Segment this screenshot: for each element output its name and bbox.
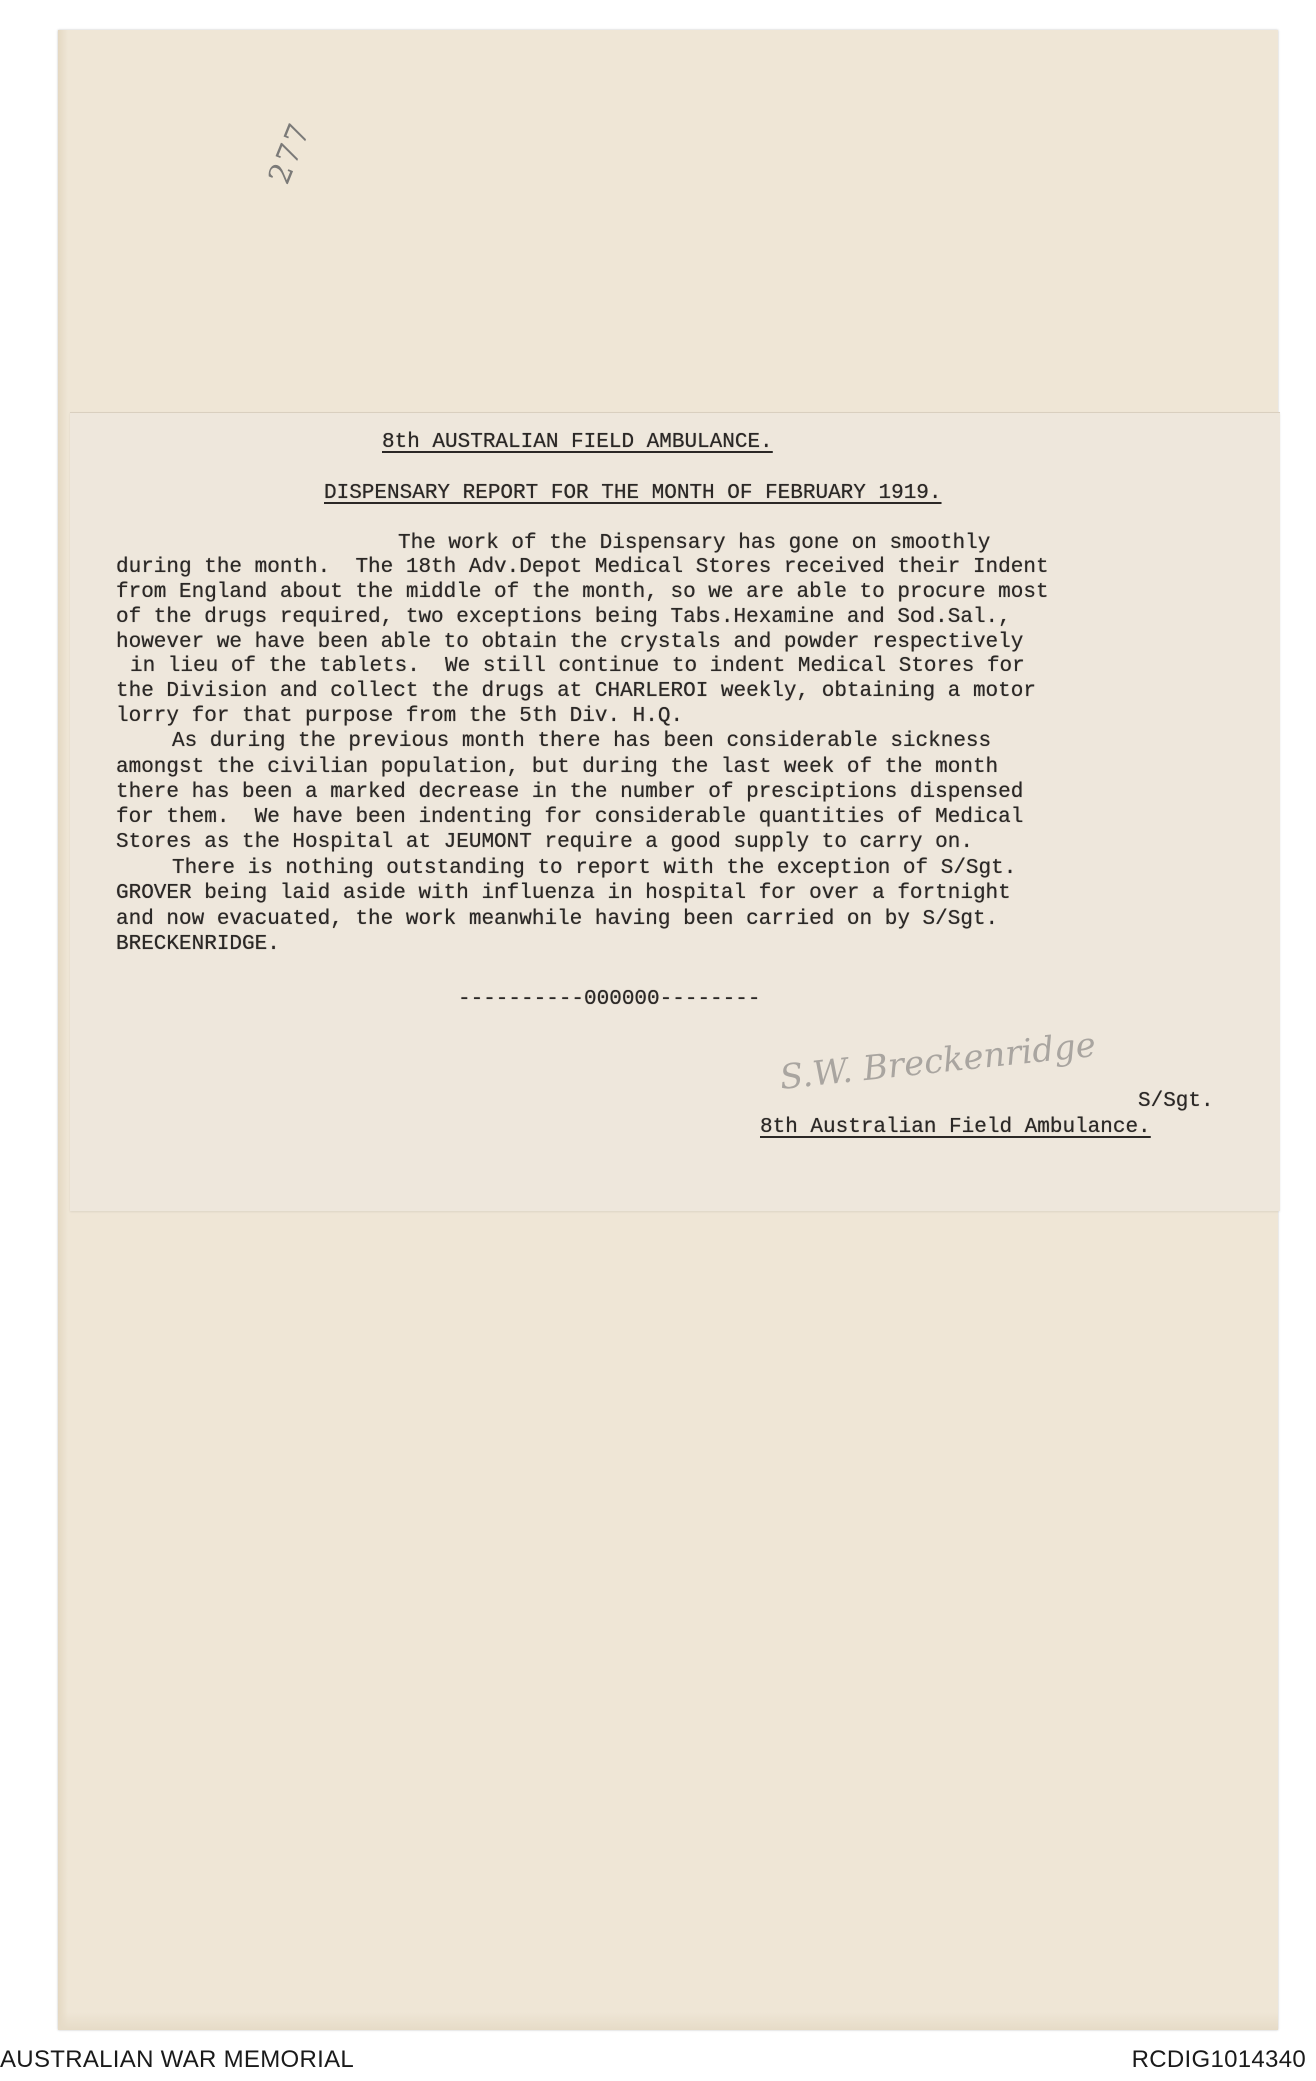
body-line: lorry for that purpose from the 5th Div. H.Q. (116, 705, 684, 728)
signature-unit: 8th Australian Field Ambulance. (760, 1116, 1151, 1139)
body-line: there has been a marked decrease in the number of presciptions dispensed (116, 781, 1024, 804)
report-heading: 8th AUSTRALIAN FIELD AMBULANCE. (382, 431, 773, 454)
body-line: The work of the Dispensary has gone on smoothly (398, 532, 991, 555)
body-line: As during the previous month there has been considerable sickness (172, 730, 992, 753)
body-line: There is nothing outstanding to report with the exception of S/Sgt. (172, 857, 1017, 880)
body-line: GROVER being laid aside with influenza in hospital for over a fortnight (116, 882, 1011, 905)
signature-rank: S/Sgt. (1138, 1090, 1214, 1113)
body-line: in lieu of the tablets. We still continue to indent Medical Stores for (130, 655, 1025, 678)
body-line: for them. We have been indenting for considerable quantities of Medical (116, 806, 1024, 829)
body-line: BRECKENRIDGE. (116, 933, 280, 956)
body-line: amongst the civilian population, but during the last week of the month (116, 756, 999, 779)
body-line: of the drugs required, two exceptions being Tabs.Hexamine and Sod.Sal., (116, 606, 1011, 629)
report-subheading: DISPENSARY REPORT FOR THE MONTH OF FEBRUARY 1919. (324, 482, 942, 505)
body-line: from England about the middle of the month, so we are able to procure most (116, 581, 1049, 604)
handwritten-signature: S.W. Breckenridge (777, 1024, 1098, 1098)
footer-identifier: RCDIG1014340 (1131, 2046, 1306, 2073)
body-line: however we have been able to obtain the crystals and powder respectively (116, 631, 1024, 654)
separator: ----------000000-------- (458, 988, 761, 1011)
body-line: the Division and collect the drugs at CHARLEROI weekly, obtaining a motor (116, 680, 1036, 703)
body-line: and now evacuated, the work meanwhile having been carried on by S/Sgt. (116, 908, 999, 931)
sheet-edge (58, 2012, 1278, 2030)
body-line: during the month. The 18th Adv.Depot Medical Stores received their Indent (116, 556, 1049, 579)
footer-source: AUSTRALIAN WAR MEMORIAL (0, 2046, 355, 2073)
page-number: 277 (262, 117, 319, 190)
body-line: Stores as the Hospital at JEUMONT require a good supply to carry on. (116, 831, 973, 854)
